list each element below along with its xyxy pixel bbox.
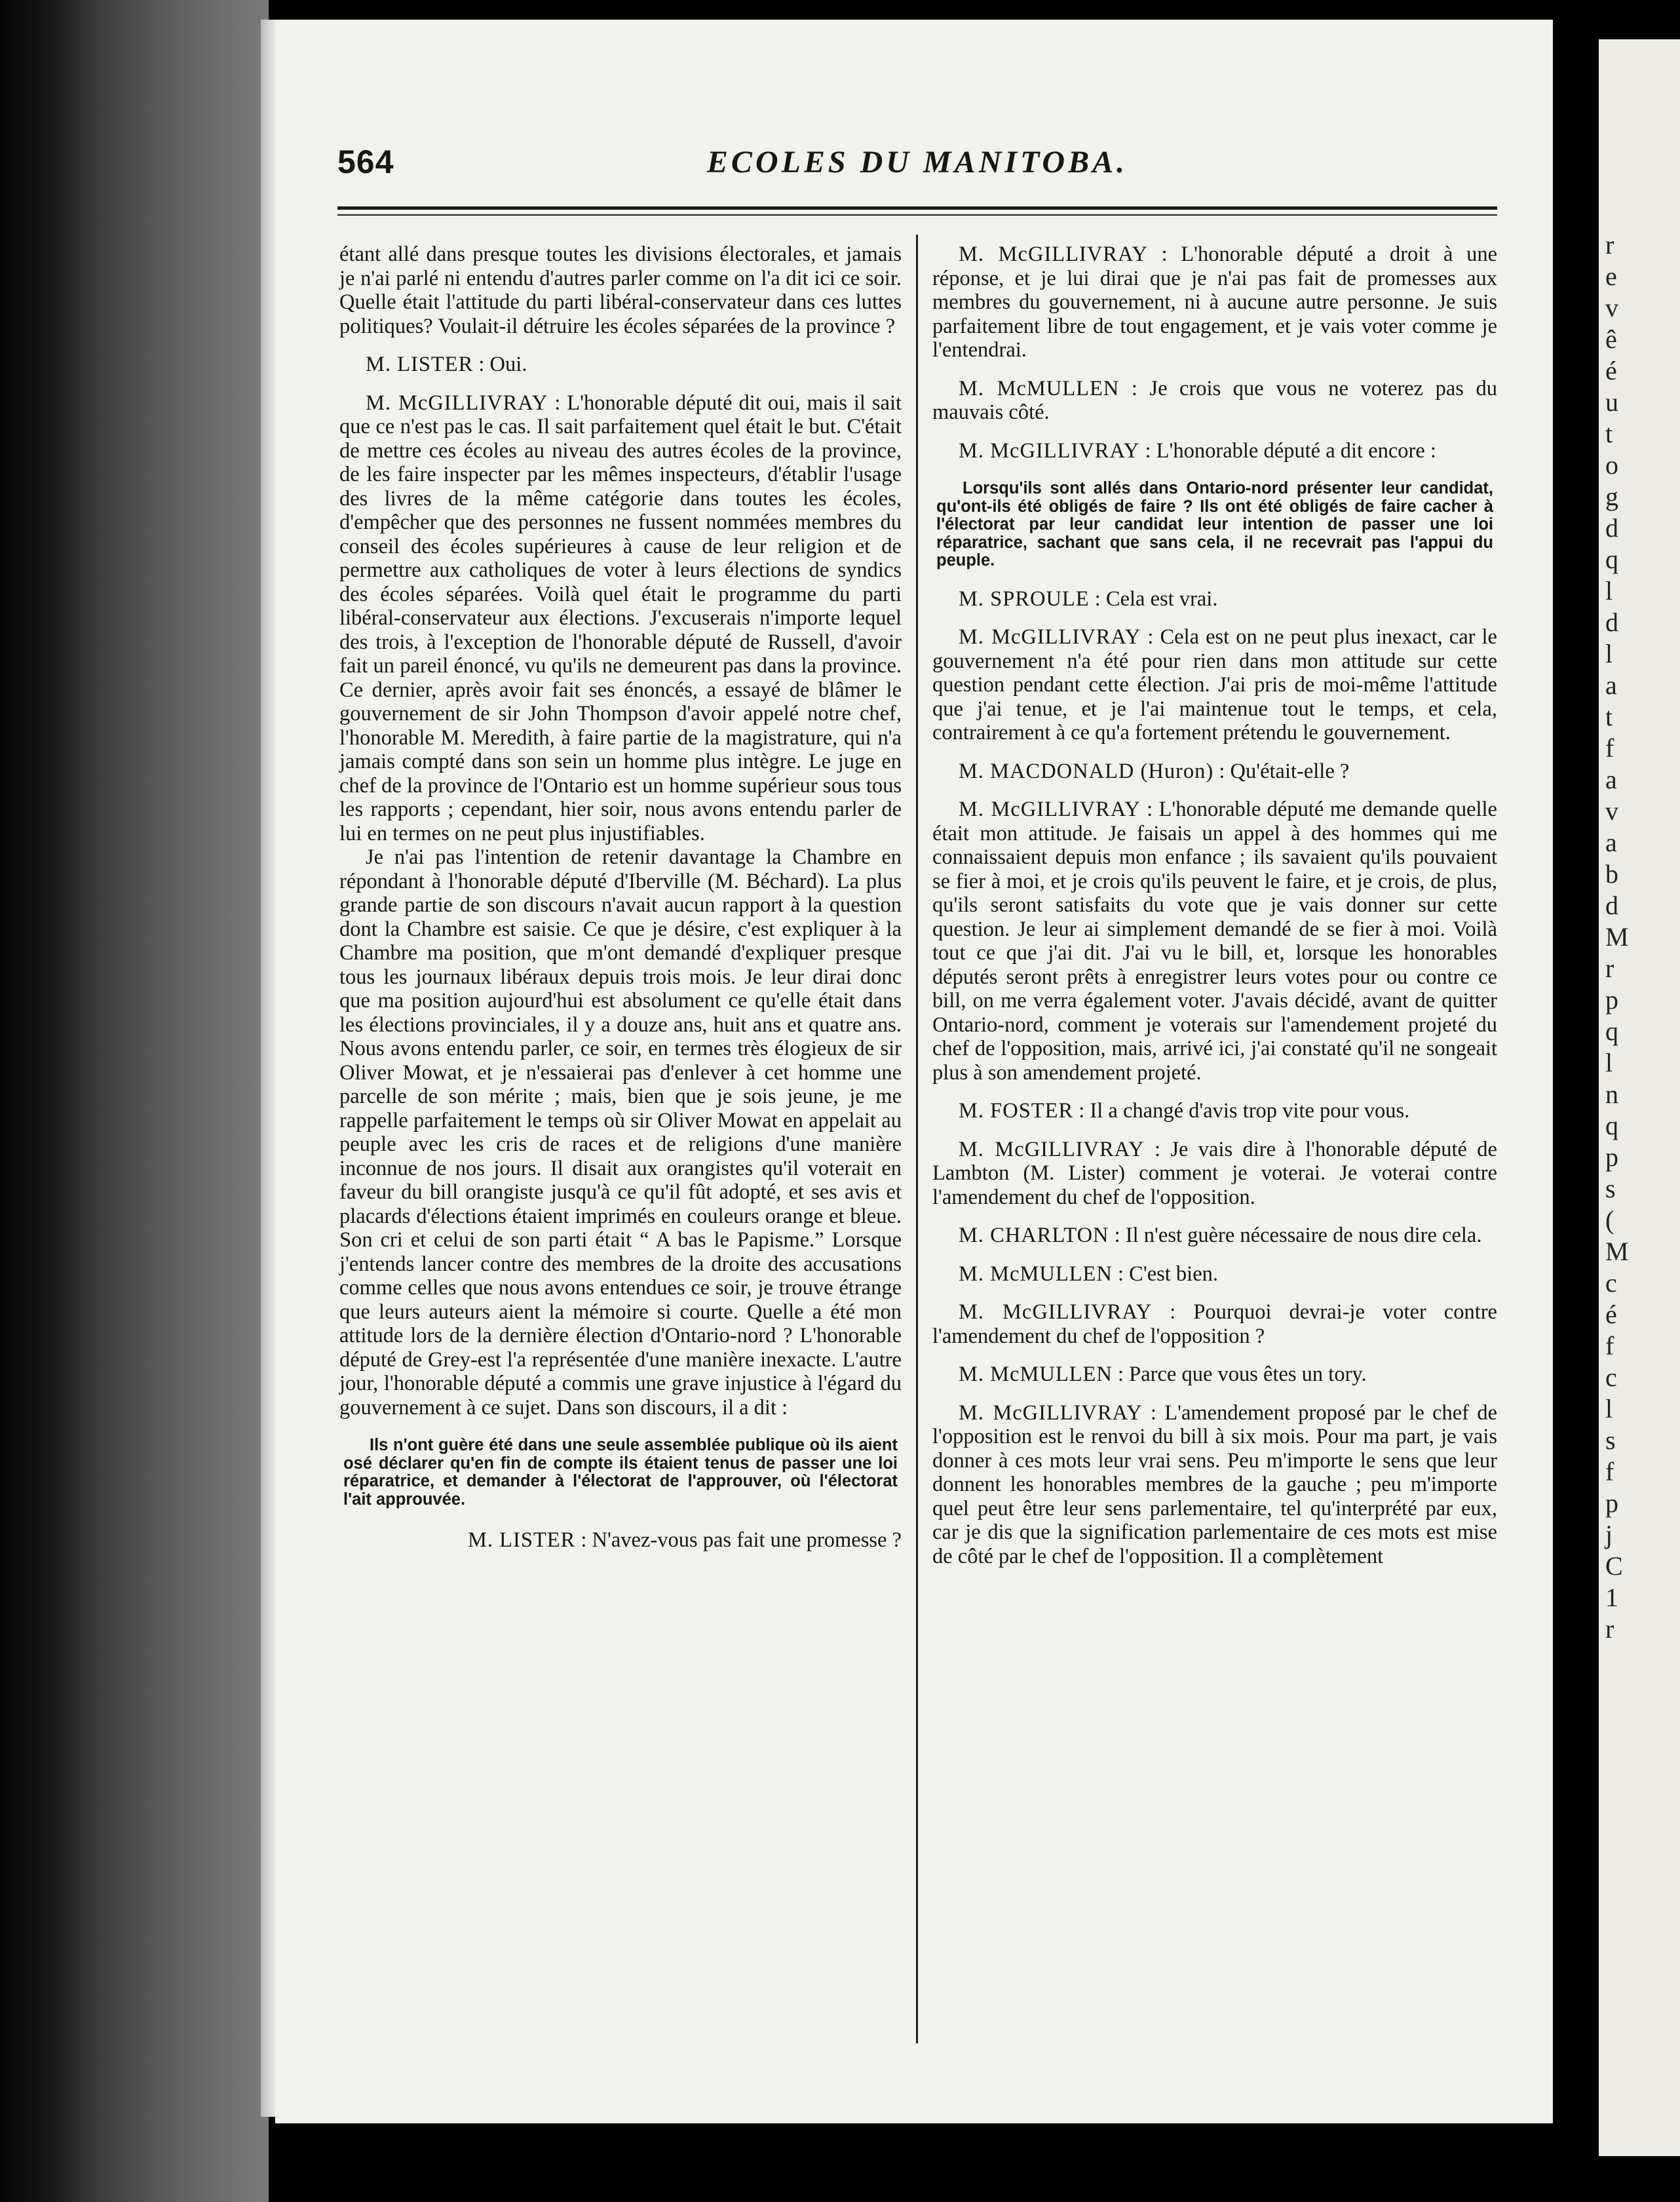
- speaker-name: M. MACDONALD (Huron): [959, 759, 1214, 783]
- speaker-name: M. McGILLIVRAY: [959, 625, 1141, 649]
- left-text-column: [339, 242, 902, 1553]
- speaker-name: M. McMULLEN: [959, 1362, 1113, 1386]
- page-number: 564: [337, 144, 394, 180]
- speech-paragraph: [932, 1362, 1497, 1387]
- adjacent-page-letter: g: [1605, 482, 1618, 511]
- adjacent-page-letter: f: [1605, 1457, 1614, 1486]
- speaker-name: M. McGILLIVRAY: [959, 1137, 1145, 1161]
- adjacent-page-letter: q: [1605, 1016, 1618, 1046]
- paragraph-text: : Il n'est guère nécessaire de nous dire cela.: [1109, 1224, 1482, 1247]
- adjacent-page-letter: (: [1605, 1205, 1614, 1235]
- speaker-name: M. LISTER: [366, 353, 474, 376]
- speech-paragraph: [932, 760, 1497, 784]
- speech-paragraph: [339, 1528, 902, 1553]
- adjacent-page-letter: p: [1605, 1142, 1618, 1172]
- adjacent-page-letter: é: [1605, 1300, 1617, 1329]
- paragraph-text: Ils n'ont guère été dans une seule assemblée publique où ils aient osé déclarer qu'en fin de compte ils étaient tenus de passer une loi réparatrice, et demander à l'électorat de l'approuver, où l'électorat l'ait approuvée.: [343, 1436, 898, 1509]
- paragraph-text: : L'amendement proposé par le chef de l'opposition est le renvoi du bill à six mois. Pour ma part, je vais donner à ces mots leur vrai sens. Peu m'importe le sens que leur donnent les honorables membres de la gauche ; peu m'importe quel peut être leur sens parlementaire, tel qu'interprété par eux, car je dis que la signification parlementaire de ces mots est mise de côté par le chef de l'opposition. Il a complètement: [932, 1400, 1497, 1568]
- paragraph-text: : Cela est on ne peut plus inexact, car le gouvernement n'a été pour rien dans mon attitude sur cette question pendant cette élection. J'ai pris de moi-même l'attitude que j'ai tenue, et je l'ai maintenue tout le temps, et cela, contrairement à ce qu'a fortement prétendu le gouvernement.: [932, 625, 1497, 744]
- page-title: ECOLES DU MANITOBA.: [706, 145, 1128, 180]
- adjacent-page-letter: o: [1605, 450, 1618, 480]
- adjacent-page-letter: l: [1605, 1394, 1613, 1423]
- adjacent-page-letter: c: [1605, 1268, 1617, 1298]
- adjacent-page-letter: l: [1605, 639, 1613, 668]
- adjacent-page-letter: ê: [1605, 324, 1617, 354]
- speaker-name: M. McGILLIVRAY: [959, 438, 1140, 463]
- speaker-name: M. CHARLTON: [959, 1224, 1109, 1247]
- paragraph-text: : Il a changé d'avis trop vite pour vous.: [1073, 1099, 1410, 1123]
- paragraph-text: : Qu'était-elle ?: [1213, 759, 1350, 783]
- running-head: [337, 143, 1497, 195]
- speaker-name: M. McMULLEN: [959, 1262, 1113, 1286]
- paragraph-text: : Parce que vous êtes un tory.: [1112, 1362, 1367, 1386]
- speech-paragraph: [932, 439, 1497, 463]
- body-paragraph: [339, 845, 902, 1420]
- quoted-excerpt: [339, 1437, 902, 1509]
- speech-paragraph: [932, 1300, 1497, 1348]
- speech-paragraph: [932, 1099, 1497, 1123]
- right-text-column: [932, 242, 1497, 1568]
- paragraph-text: Lorsqu'ils sont allés dans Ontario-nord présenter leur candidat, qu'ont-ils été obligés de faire ? Ils ont été obligés de faire cacher à l'électorat par leur candidat leur intention de passer une loi réparatrice, sachant que sans cela, il ne recevrait pas l'appui du peuple.: [936, 479, 1493, 570]
- adjacent-page-letter: f: [1605, 1331, 1614, 1361]
- adjacent-page-letter: a: [1605, 670, 1617, 700]
- speech-paragraph: [932, 377, 1497, 425]
- speech-paragraph: [932, 242, 1497, 362]
- speech-paragraph: [339, 391, 902, 846]
- speaker-name: M. McMULLEN: [959, 376, 1120, 400]
- adjacent-page-letter: p: [1605, 985, 1618, 1014]
- paragraph-text: : L'honorable député me demande quelle était mon attitude. Je faisais un appel à des hommes qui me connaissaient depuis mon enfance ; ils savaient qu'ils pouvaient se fier à moi, et je crois qu'ils peuvent le faire, et je crois, de plus, qu'ils seront satisfaits du vote que je vais donner sur cette question. Je leur ai simplement demandé de se fier à moi. Voilà tout ce que j'ai dit. J'ai vu le bill, et, lorsque les honorables députés seront prêts à enregistrer leurs votes pour ou contre ce bill, on me verra également voter. J'avais décidé, avant de quitter Ontario-nord, comment je voterais sur l'amendement projeté du chef de l'opposition, mais, arrivé ici, j'ai constaté qu'il ne songeait plus à son amendement projeté.: [932, 798, 1497, 1085]
- adjacent-page-letter: j: [1605, 1520, 1613, 1549]
- adjacent-page-letter: f: [1605, 733, 1614, 763]
- adjacent-page-letters: [1605, 229, 1671, 1645]
- speaker-name: M. McGILLIVRAY: [959, 798, 1141, 821]
- paragraph-text: : Cela est vrai.: [1089, 587, 1218, 611]
- adjacent-page-letter: d: [1605, 891, 1618, 920]
- paragraph-text: : L'honorable député a dit encore :: [1139, 438, 1436, 463]
- adjacent-page-letter: q: [1605, 1111, 1618, 1140]
- paragraph-text: : Je vais dire à l'honorable député de Lambton (M. Lister) comment je voterai. Je voterai contre l'amendement du chef de l'opposition.: [932, 1137, 1497, 1209]
- adjacent-page-letter: r: [1605, 230, 1614, 260]
- speech-paragraph: [932, 587, 1497, 611]
- speech-paragraph: [932, 625, 1497, 745]
- speaker-name: M. McGILLIVRAY: [959, 242, 1148, 266]
- adjacent-page-letter: d: [1605, 608, 1618, 637]
- adjacent-page-letter: u: [1605, 387, 1618, 417]
- adjacent-page-letter: v: [1605, 796, 1618, 826]
- adjacent-page-letter: t: [1605, 419, 1613, 448]
- speech-paragraph: [932, 1138, 1497, 1210]
- speaker-name: M. LISTER: [468, 1528, 576, 1552]
- speech-paragraph: [932, 798, 1497, 1085]
- adjacent-page-letter: s: [1605, 1174, 1616, 1203]
- book-page: [275, 20, 1553, 2123]
- speaker-name: M. McGILLIVRAY: [366, 391, 548, 415]
- speaker-name: M. FOSTER: [959, 1099, 1074, 1123]
- adjacent-page-letter: é: [1605, 356, 1617, 385]
- paragraph-text: : N'avez-vous pas fait une promesse ?: [575, 1528, 902, 1552]
- speech-paragraph: [932, 1262, 1497, 1286]
- adjacent-page-letter: M: [1605, 1237, 1629, 1266]
- adjacent-page-letter: l: [1605, 576, 1613, 606]
- speech-paragraph: [339, 353, 902, 377]
- paragraph-text: étant allé dans presque toutes les divisions électorales, et jamais je n'ai parlé ni entendu d'autres parler comme on l'a dit ici ce soir. Quelle était l'attitude du parti libéral-conservateur dans ces luttes politiques? Voulait-il détruire les écoles séparées de la province ?: [339, 242, 902, 338]
- adjacent-page-letter: r: [1605, 954, 1614, 983]
- paragraph-text: : Pourquoi devrai-je voter contre l'amendement du chef de l'opposition ?: [932, 1300, 1497, 1348]
- adjacent-page-letter: d: [1605, 513, 1618, 543]
- adjacent-page-letter: b: [1605, 859, 1618, 889]
- adjacent-page-letter: t: [1605, 702, 1613, 731]
- adjacent-page-letter: C: [1605, 1551, 1623, 1581]
- adjacent-page-letter: v: [1605, 293, 1618, 322]
- paragraph-text: : L'honorable député a droit à une réponse, et je lui dirai que je n'ai pas fait de promesses aux membres du gouvernement, ni à aucune autre personne. Je suis parfaitement libre de tout engagement, et je vais voter comme je l'entendrai.: [932, 242, 1497, 362]
- adjacent-page-letter: q: [1605, 545, 1618, 574]
- paragraph-text: : C'est bien.: [1112, 1262, 1218, 1286]
- speech-paragraph: [932, 1401, 1497, 1569]
- adjacent-page-edge: [1599, 39, 1680, 2156]
- adjacent-page-letter: p: [1605, 1488, 1618, 1518]
- adjacent-page-letter: c: [1605, 1362, 1617, 1392]
- quoted-excerpt: [932, 480, 1497, 570]
- paragraph-text: : L'honorable député dit oui, mais il sait que ce n'est pas le cas. Il sait parfaitement quel était le but. C'était de mettre ces écoles au niveau des autres écoles de la province, de les faire inspecter par les mêmes inspecteurs, d'établir l'usage des livres de la même catégorie dans toutes les écoles, d'empêcher que des personnes ne fussent nommées membres du conseil des écoles supérieures à cause de leur religion et de permettre aux catholiques de voter à leurs élections de syndics des écoles séparées. Voilà quel était le programme du parti libéral-conservateur aux élections. J'excuserais n'importe lequel des trois, à l'exception de l'honorable député de Russell, d'avoir fait un pareil énoncé, vu qu'ils ne demeurent pas dans la province. Ce dernier, après avoir fait ses énoncés, a essayé de blâmer le gouvernement de sir John Thompson d'avoir appelé notre chef, l'honorable M. Meredith, à faire partie de la magistrature, qui n'a jamais compté dans son sein un homme plus intègre. Le juge en chef de la province de l'Ontario est un homme supérieur sous tous les rapports ; cependant, hier soir, nous avons entendu parler de lui en termes on ne peut plus injustifiables.: [339, 391, 902, 845]
- column-divider: [916, 235, 918, 2043]
- adjacent-page-letter: 1: [1605, 1583, 1618, 1612]
- header-rule-thick: [337, 206, 1497, 210]
- adjacent-page-letter: s: [1605, 1425, 1616, 1455]
- adjacent-page-letter: e: [1605, 261, 1617, 291]
- adjacent-page-letter: M: [1605, 922, 1629, 952]
- paragraph-text: : Oui.: [473, 353, 527, 376]
- adjacent-page-letter: r: [1605, 1614, 1614, 1644]
- speaker-name: M. SPROULE: [959, 587, 1090, 611]
- adjacent-page-letter: l: [1605, 1048, 1613, 1077]
- continued-paragraph: [339, 242, 902, 338]
- header-rule-thin: [337, 214, 1497, 216]
- adjacent-page-letter: n: [1605, 1079, 1618, 1109]
- paragraph-text: : Je crois que vous ne voterez pas du mauvais côté.: [932, 376, 1497, 424]
- speaker-name: M. McGILLIVRAY: [959, 1400, 1143, 1425]
- speaker-name: M. McGILLIVRAY: [959, 1300, 1153, 1324]
- paragraph-text: Je n'ai pas l'intention de retenir davantage la Chambre en répondant à l'honorable député d'Iberville (M. Béchard). La plus grande partie de son discours n'avait aucun rapport à la question dont la Chambre est saisie. Ce que je désire, c'est expliquer à la Chambre ma position, que m'ont demandé d'expliquer presque tous les journaux libéraux depuis trois mois. Je leur dirai donc que ma position aujourd'hui est absolument ce qu'elle était dans les élections provinciales, il y a douze ans, huit ans et quatre ans. Nous avons entendu parler, ce soir, en termes très élogieux de sir Oliver Mowat, et je n'essaierai pas d'enlever à cet homme une parcelle de son mérite ; mais, bien que je sois jeune, je me rappelle parfaitement le temps où sir Oliver Mowat en appelait au peuple avec les cris de races et de religions d'une manière inconnue de nos jours. Il disait aux orangistes qu'il voterait en faveur du bill orangiste jusqu'à ce qu'il fût adopté, et ses avis et placards d'élections étaient imprimés en couleurs orange et bleue. Son cri et celui de son parti était “ A bas le Papisme.” Lorsque j'entends lancer contre des membres de la droite des accusations comme celles que nous avons entendues ce soir, je trouve étrange que leurs auteurs aient la mémoire si courte. Quelle a été mon attitude lors de la dernière élection d'Ontario-nord ? L'honorable député de Grey-est l'a représentée d'une manière inexacte. L'autre jour, l'honorable député a commis une grave injustice à l'égard du gouvernement à ce sujet. Dans son discours, il a dit :: [339, 845, 902, 1420]
- adjacent-page-letter: a: [1605, 828, 1617, 857]
- book-binding-shadow: [0, 0, 269, 2202]
- speech-paragraph: [932, 1224, 1497, 1248]
- adjacent-page-letter: a: [1605, 765, 1617, 794]
